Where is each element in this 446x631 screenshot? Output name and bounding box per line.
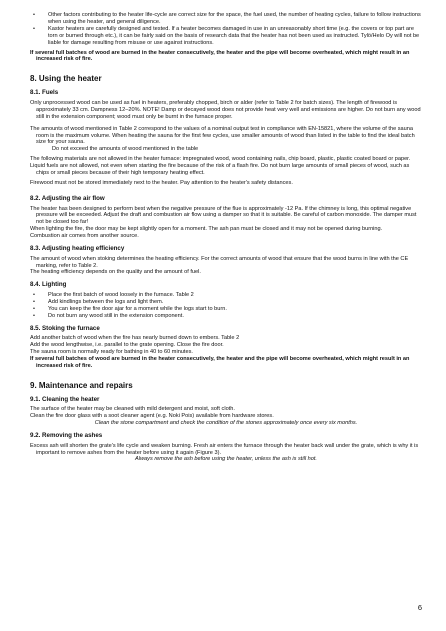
stoking-line: Add the wood lengthwise, i.e. parallel to the grate opening. Close the fire door. — [30, 342, 224, 349]
fuels-table-paragraph: The amounts of wood mentioned in Table 2 correspond to the values of a nominal output test in compliance with EN-15821, where the volume of the sauna room is the maximum volume. When heating the sauna for the first few cycles, use smaller amounts of wood than listed in the table to find the ideal batch size for your sauna. — [30, 125, 415, 146]
ashes-heading: 9.2. Removing the ashes — [30, 432, 103, 439]
lighting-heading: 8.4. Lighting — [30, 281, 67, 289]
efficiency-heading: 8.3. Adjusting heating efficiency — [30, 245, 125, 253]
air-flow-paragraph: The heater has been designed to perform best when the negative pressure of the flue is approximately -12 Pa. If the chimney is long, this optimal negative pressure will be exceeded. Adjust the draft and combustion air flow using a damper so that it is suitable. Be careful of carbon monoxide. The damper must not be closed too far! — [30, 205, 417, 226]
section-8-heading: 8. Using the heater — [30, 74, 102, 84]
fire-door-paragraph: When lighting the fire, the door may be kept slightly open for a moment. The ash pan must be closed and it may not be opened during burning. — [30, 226, 383, 233]
liquid-fuels-paragraph: Liquid fuels are not allowed, not even when starting the fire because of the risk of a flash fire. Do not burn large amounts of small pieces of wood, such as chips or small pieces because of their high temporary heating effect. — [30, 163, 410, 177]
glass-cleaning-paragraph: Clean the fire door glass with a soot cleaner agent (e.g. Noki Pois) available from hardware stores. — [30, 413, 274, 420]
list-item: • Place the first batch of wood loosely in the furnace. Table 2 — [30, 292, 422, 299]
forbidden-materials-paragraph: The following materials are not allowed in the heater furnace: impregnated wood, wood containing nails, chip board, plastic, plastic coated board or paper. — [30, 156, 411, 163]
page-number: 6 — [417, 603, 422, 612]
section-9-heading: 9. Maintenance and repairs — [30, 380, 133, 390]
efficiency-quality-paragraph: The heating efficiency depends on the quality and the amount of fuel. — [30, 269, 201, 276]
intro-fire-warning: If several full batches of wood are burned in the heater consecutively, the heater and the pipe will become overheated, which might result in an increased risk of fire. — [30, 49, 410, 63]
air-flow-heading: 8.2. Adjusting the air flow — [30, 194, 105, 202]
lighting-step-list — [30, 292, 422, 320]
fuels-paragraph: Only unprocessed wood can be used as fuel in heaters, preferably chopped, birch or alder (refer to Table 2 for batch sizes). The length of firewood is approximately 33 cm. Dampness 12–20%. NOTE! Damp or decayed wood does not provide heat very well and emissions are higher. Do not burn any wood still in the extension component; wood must only be burnt in the furnace proper. — [30, 99, 421, 120]
stoking-line: The sauna room is normally ready for bathing in 40 to 60 minutes. — [30, 348, 193, 355]
stone-check-note: Clean the stone compartment and check the condition of the stones approximately once every six months. — [94, 420, 358, 427]
cleaning-paragraph: The surface of the heater may be cleaned with mild detergent and moist, soft cloth. — [30, 406, 235, 413]
efficiency-paragraph: The amount of wood when stoking determines the heating efficiency. For the correct amounts of wood that ensure that the wood burns in line with the CE marking, refer to Table 2. — [30, 255, 409, 269]
intro-bullet-list — [30, 12, 422, 47]
fuels-amount-note: Do not exceed the amounts of wood mentioned in the table — [52, 146, 199, 153]
fuels-heading: 8.1. Fuels — [30, 89, 59, 97]
list-item: • You can keep the fire door ajar for a moment while the logs start to burn. — [30, 306, 422, 313]
stoking-line: Add another batch of wood when the fire has nearly burned down to embers. Table 2 — [30, 335, 240, 342]
cleaning-heading: 9.1. Cleaning the heater — [30, 395, 100, 403]
stoking-heading: 8.5. Stoking the furnace — [30, 324, 100, 332]
list-item: • Add kindlings between the logs and light them. — [30, 299, 422, 306]
list-item: • Do not burn any wood still in the extension component. — [30, 313, 422, 320]
list-item: • Kastor heaters are carefully designed and tested. If a heater becomes damaged in use in an unreasonably short time (e.g. the covers or top part are torn or burned through etc.), it can be fairly said on the basis of research data that the heater has not been used as instructed. Tylö/Helo Oy will not be liable for damage resulting from misuse or use against instructions. — [30, 26, 422, 47]
list-item: • Other factors contributing to the heater life-cycle are correct size for the space, the fuel used, the number of heating cycles, failure to follow instructions when using the heater, and general diligence. — [30, 12, 422, 26]
stoking-fire-warning: If several full batches of wood are burned in the heater consecutively, the heater and the pipe will become overheated, which might result in an increased risk of fire. — [30, 355, 410, 369]
ash-removal-note: Always remove the ash before using the heater, unless the ash is still hot. — [135, 456, 317, 463]
combustion-air-paragraph: Combustion air comes from another source. — [30, 233, 139, 240]
firewood-storage-paragraph: Firewood must not be stored immediately next to the heater. Pay attention to the heater's safety distances. — [30, 180, 293, 186]
ashes-paragraph: Excess ash will shorten the grate's life cycle and weaken burning. Fresh air enters the furnace through the heater back wall under the grate, which is why it is important to remove ashes from the heater before using it again (Figure 3). — [30, 442, 419, 456]
